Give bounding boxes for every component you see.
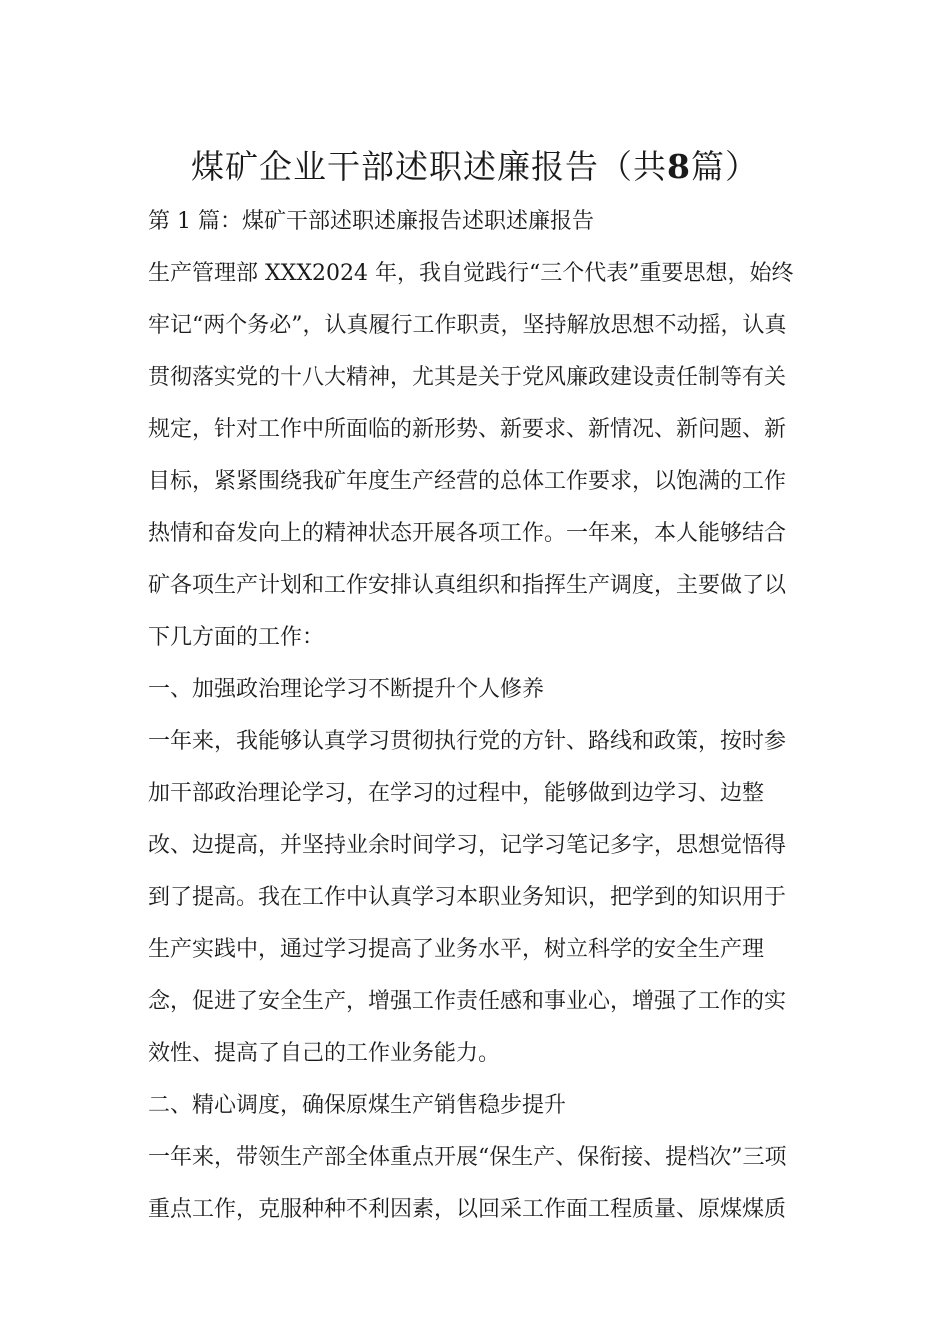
document-title <box>0 144 950 190</box>
body-line: 矿各项生产计划和工作安排认真组织和指挥生产调度，主要做了以 <box>148 573 787 598</box>
body-line: 一年来，带领生产部全体重点开展“保生产、保衔接、提档次”三项 <box>148 1145 787 1170</box>
body-line: 生产实践中，通过学习提高了业务水平，树立科学的安全生产理 <box>148 937 765 962</box>
section-heading-article-1: 第 1 篇：煤矿干部述职述廉报告述职述廉报告 <box>148 209 594 234</box>
body-line: 改、边提高，并坚持业余时间学习，记学习笔记多字，思想觉悟得 <box>148 833 787 858</box>
body-line: 生产管理部 XXX2024 年，我自觉践行“三个代表”重要思想，始终 <box>148 261 794 286</box>
section-heading-1: 一、加强政治理论学习不断提升个人修养 <box>148 677 545 702</box>
body-line: 目标，紧紧围绕我矿年度生产经营的总体工作要求，以饱满的工作 <box>148 469 787 494</box>
body-line: 加干部政治理论学习，在学习的过程中，能够做到边学习、边整 <box>148 781 765 806</box>
body-line: 重点工作，克服种种不利因素，以回采工作面工程质量、原煤煤质 <box>148 1197 787 1222</box>
section-heading-2: 二、精心调度，确保原煤生产销售稳步提升 <box>148 1093 567 1118</box>
body-line: 到了提高。我在工作中认真学习本职业务知识，把学到的知识用于 <box>148 885 787 910</box>
body-line: 规定，针对工作中所面临的新形势、新要求、新情况、新问题、新 <box>148 417 787 442</box>
document-body <box>148 196 808 1236</box>
body-line: 热情和奋发向上的精神状态开展各项工作。一年来，本人能够结合 <box>148 521 787 546</box>
body-line: 牢记“两个务必”，认真履行工作职责，坚持解放思想不动摇，认真 <box>148 313 787 338</box>
title-prefix: 煤矿企业干部述职述廉报告（共 <box>191 147 668 187</box>
title-suffix: 篇） <box>690 147 759 187</box>
body-line: 念，促进了安全生产，增强工作责任感和事业心，增强了工作的实 <box>148 989 787 1014</box>
body-line: 贯彻落实党的十八大精神，尤其是关于党风廉政建设责任制等有关 <box>148 365 787 390</box>
body-line: 效性、提高了自己的工作业务能力。 <box>148 1041 501 1066</box>
body-line: 一年来，我能够认真学习贯彻执行党的方针、路线和政策，按时参 <box>148 729 787 754</box>
title-number: 8 <box>667 147 691 187</box>
body-line: 下几方面的工作： <box>148 625 325 650</box>
